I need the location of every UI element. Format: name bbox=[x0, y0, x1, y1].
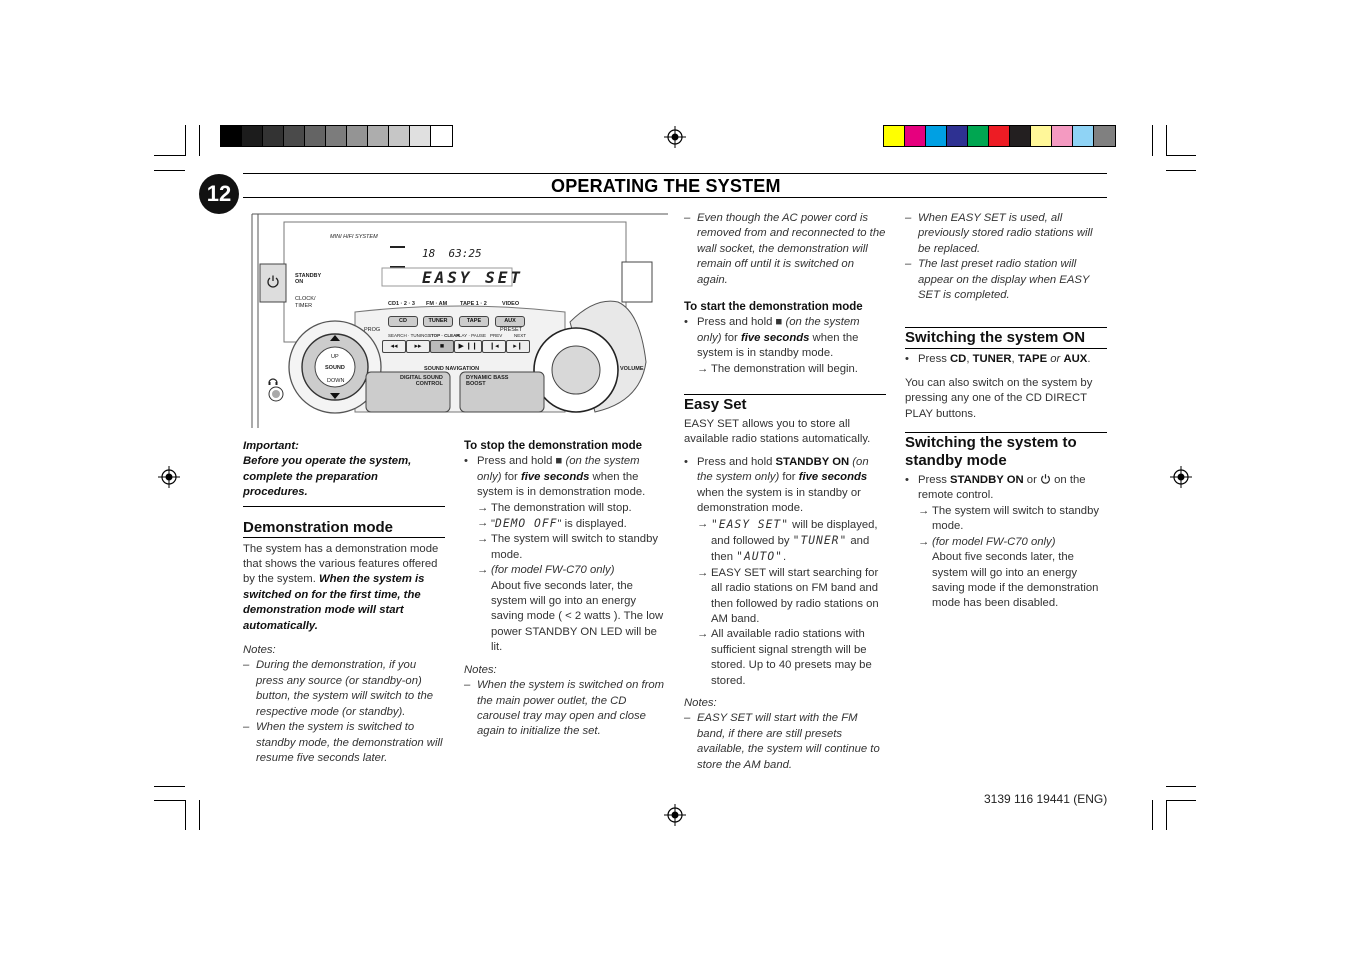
color-swatch bbox=[305, 126, 326, 146]
step-text: Press and hold bbox=[477, 455, 556, 468]
result-text: The demonstration will stop. bbox=[491, 501, 632, 514]
result-text: " is displayed. bbox=[557, 518, 627, 531]
crop-mark bbox=[1166, 786, 1196, 787]
source-label-cd: CD1 · 2 · 3 bbox=[388, 301, 415, 307]
color-swatch bbox=[242, 126, 263, 146]
play-pause-button[interactable]: ▶ ❙❙ bbox=[454, 340, 482, 353]
color-swatch bbox=[968, 126, 989, 146]
step-text: TUNER bbox=[972, 353, 1012, 366]
header-rule bbox=[243, 197, 1107, 198]
page-title: OPERATING THE SYSTEM bbox=[551, 176, 781, 196]
important-title: Important: bbox=[243, 440, 299, 452]
source-label-tape: TAPE 1 · 2 bbox=[460, 301, 487, 307]
column-4 bbox=[905, 211, 1107, 612]
lcd-text: "TUNER" bbox=[792, 533, 848, 547]
start-demo-title: To start the demonstration mode bbox=[684, 301, 863, 314]
registration-mark-icon bbox=[664, 126, 686, 148]
result-text: The system will switch to standby mode. bbox=[932, 504, 1099, 533]
clock-timer-label: CLOCK/ TIMER bbox=[295, 296, 316, 309]
arrow-icon: → bbox=[697, 566, 709, 579]
result-item bbox=[905, 535, 1107, 612]
switch-on-title: Switching the system ON bbox=[905, 329, 1086, 347]
note-text: When the system is switched to standby mode, the demonstration will resume five seconds later. bbox=[256, 721, 443, 764]
tape-button[interactable]: TAPE bbox=[459, 316, 489, 327]
crop-mark bbox=[154, 800, 185, 801]
lcd-text: "EASY SET" bbox=[711, 517, 790, 531]
note-text: When EASY SET is used, all previously stored radio stations will be replaced. bbox=[918, 212, 1093, 255]
aux-button[interactable]: AUX bbox=[495, 316, 525, 327]
crop-mark bbox=[1166, 800, 1196, 801]
result-text: The system will switch to standby mode. bbox=[491, 533, 658, 561]
transport-label-search: SEARCH · TUNING bbox=[388, 333, 428, 338]
step-text: , bbox=[966, 353, 973, 366]
stop-demo-title: To stop the demonstration mode bbox=[464, 440, 643, 452]
result-item bbox=[684, 362, 886, 377]
standby-step bbox=[905, 473, 1107, 504]
result-text: will be displayed, and followed by bbox=[711, 518, 878, 547]
crop-mark bbox=[1152, 800, 1153, 830]
column-3 bbox=[684, 211, 886, 773]
color-swatch bbox=[410, 126, 431, 146]
result-text: About five seconds later, the system will go into an energy saving mode if the demonstration mode has been disabled. bbox=[932, 551, 1099, 610]
important-body: Before you operate the system, complete the preparation procedures. bbox=[243, 455, 412, 499]
color-swatches bbox=[883, 125, 1116, 147]
note-text: Even though the AC power cord is removed from and reconnected to the wall socket, the demonstration will remain off until it is switched on again. bbox=[697, 212, 886, 286]
switch-on-text: You can also switch on the system by pressing any one of the CD DIRECT PLAY buttons. bbox=[905, 376, 1093, 420]
step-text: (on the system only) bbox=[697, 316, 860, 344]
note-item: – The last preset radio station will appear on the display when EASY SET is completed. bbox=[905, 258, 1090, 302]
display-sub: EASY SET bbox=[422, 268, 524, 287]
easy-set-title: Easy Set bbox=[684, 396, 747, 414]
document-code: 3139 116 19441 (ENG) bbox=[984, 792, 1108, 806]
step-text: Press and hold bbox=[697, 455, 776, 468]
grayscale-swatches bbox=[220, 125, 453, 147]
lcd-text: DEMO OFF bbox=[495, 517, 558, 531]
header-rule bbox=[243, 173, 1107, 174]
result-item bbox=[464, 516, 666, 532]
section-rule bbox=[905, 432, 1107, 433]
color-swatch bbox=[905, 126, 926, 146]
transport-label-stop: STOP · CLEAR bbox=[428, 333, 460, 338]
result-item bbox=[905, 504, 1107, 535]
color-swatch bbox=[989, 126, 1010, 146]
step-text: on the remote control. bbox=[918, 474, 1086, 502]
step-text: STANDBY ON bbox=[775, 455, 850, 468]
step-text: five seconds bbox=[740, 331, 810, 344]
step-text: (on the system only) bbox=[477, 455, 640, 483]
registration-mark-icon bbox=[158, 466, 180, 488]
step-text: , bbox=[1011, 353, 1018, 366]
source-label-fm: FM · AM bbox=[426, 301, 448, 307]
registration-mark-icon bbox=[1170, 466, 1192, 488]
source-label-video: VIDEO bbox=[502, 301, 520, 307]
crop-mark bbox=[1166, 155, 1196, 156]
sound-down-label: DOWN bbox=[327, 378, 345, 384]
note-text: The last preset radio station will appear on the display when EASY SET is completed. bbox=[918, 258, 1090, 302]
stop-button[interactable]: ■ bbox=[430, 340, 454, 353]
transport-label-play: PLAY · PAUSE bbox=[456, 333, 487, 338]
result-item bbox=[464, 501, 666, 516]
result-item bbox=[684, 517, 886, 566]
note-item: – EASY SET will start with the FM band, if there are still presets available, the system will continue to store the AM band. bbox=[684, 712, 880, 771]
notes-label: Notes: bbox=[684, 696, 717, 709]
note-item: – When EASY SET is used, all previously stored radio stations will be replaced. bbox=[905, 212, 1093, 255]
demo-intro bbox=[243, 542, 445, 634]
result-text: EASY SET will start searching for all radio stations on FM band and then followed by radio stations on AM band. bbox=[711, 566, 879, 625]
arrow-icon: → bbox=[477, 517, 489, 530]
switch-on-step bbox=[905, 352, 1107, 367]
step-text: Press and hold bbox=[697, 316, 776, 329]
stop-demo-step bbox=[464, 454, 666, 500]
color-swatch bbox=[1010, 126, 1031, 146]
step-text: STANDBY ON bbox=[950, 474, 1024, 487]
color-swatch bbox=[884, 126, 905, 146]
arrow-icon: → bbox=[697, 517, 709, 530]
dsc-button[interactable]: DIGITAL SOUND CONTROL bbox=[400, 375, 443, 387]
step-text: when the system is in standby or demonstration mode. bbox=[697, 486, 861, 515]
demo-title: Demonstration mode bbox=[243, 518, 394, 536]
result-text: (for model FW-C70 only) bbox=[932, 535, 1056, 548]
result-item bbox=[464, 532, 666, 563]
tuner-button[interactable]: TUNER bbox=[423, 316, 453, 327]
result-text: The demonstration will begin. bbox=[711, 362, 858, 375]
device-illustration bbox=[250, 212, 670, 428]
crop-mark bbox=[185, 125, 186, 156]
notes-label: Notes: bbox=[464, 663, 497, 676]
crop-mark bbox=[199, 125, 200, 156]
crop-mark bbox=[1166, 800, 1167, 830]
page-number: 12 bbox=[199, 174, 239, 214]
demo-intro-bold: When the system is switched on for the first time, the demonstration mode will start automatically. bbox=[243, 573, 425, 632]
note-item: – During the demonstration, if you press any source (or standby-on) button, the system will switch to the respective mode (or standby). bbox=[243, 659, 434, 718]
dbb-button[interactable]: DYNAMIC BASS BOOST bbox=[466, 375, 509, 387]
note-text: During the demonstration, if you press any source (or standby-on) button, the system will switch to the respective mode (or standby). bbox=[256, 659, 434, 718]
step-text: (on the system only) bbox=[697, 455, 869, 484]
power-icon bbox=[266, 274, 280, 288]
color-swatch bbox=[368, 126, 389, 146]
arrow-icon: → bbox=[477, 564, 489, 577]
color-swatch bbox=[1073, 126, 1094, 146]
easy-set-step bbox=[684, 455, 886, 517]
volume-label: VOLUME bbox=[620, 366, 644, 372]
step-text: AUX bbox=[1063, 353, 1088, 366]
color-swatch bbox=[926, 126, 947, 146]
step-text: for bbox=[501, 470, 521, 483]
crop-mark bbox=[154, 786, 185, 787]
note-item: – When the system is switched on from the main power outlet, the CD carousel tray may open and close again to initialize the set. bbox=[464, 679, 665, 738]
column-2 bbox=[464, 439, 666, 740]
step-text: when the system is in demonstration mode. bbox=[477, 470, 646, 499]
note-item: – When the system is switched to standby mode, the demonstration will resume five seconds later. bbox=[243, 721, 443, 764]
cd-button[interactable]: CD bbox=[388, 316, 418, 327]
column-1 bbox=[243, 439, 445, 766]
step-text: Press bbox=[918, 353, 951, 366]
section-rule bbox=[905, 348, 1107, 349]
arrow-icon: → bbox=[918, 535, 930, 548]
result-text: . bbox=[782, 551, 787, 564]
crop-mark bbox=[199, 800, 200, 830]
arrow-icon: → bbox=[697, 362, 709, 375]
crop-mark bbox=[1166, 170, 1196, 171]
step-text: five seconds bbox=[798, 471, 868, 484]
crop-mark bbox=[154, 170, 185, 171]
color-swatch bbox=[347, 126, 368, 146]
section-rule bbox=[243, 506, 445, 507]
search-forward-button[interactable]: ▸▸ bbox=[406, 340, 430, 353]
arrow-icon: → bbox=[697, 628, 709, 641]
step-text: Press bbox=[918, 474, 951, 487]
note-item: – Even though the AC power cord is removed from and reconnected to the wall socket, the demonstration will remain off until it is switched on again. bbox=[684, 212, 886, 286]
step-text: CD bbox=[950, 353, 967, 366]
step-text: . bbox=[1087, 353, 1091, 366]
easy-set-intro: EASY SET allows you to store all available radio stations automatically. bbox=[684, 418, 871, 446]
standby-label: STANDBY ON bbox=[295, 273, 322, 285]
color-swatch bbox=[431, 126, 452, 146]
section-rule bbox=[905, 327, 1107, 328]
color-swatch bbox=[1052, 126, 1073, 146]
step-text: or bbox=[1023, 474, 1040, 487]
step-text: for bbox=[779, 471, 799, 484]
section-rule bbox=[243, 537, 445, 538]
step-text: TAPE bbox=[1017, 353, 1048, 366]
step-text: five seconds bbox=[520, 470, 590, 483]
result-item bbox=[684, 627, 886, 689]
demo-intro-text: The system has a demonstration mode that shows the various features offered by the system. bbox=[243, 542, 439, 586]
crop-mark bbox=[185, 800, 186, 830]
result-text: (for model FW-C70 only) bbox=[491, 564, 615, 577]
section-rule bbox=[684, 394, 886, 395]
crop-mark bbox=[1166, 125, 1167, 156]
start-demo-step bbox=[684, 315, 886, 361]
color-swatch bbox=[326, 126, 347, 146]
result-text: All available radio stations with sufficient signal strength will be stored. Up to 40 presets may be stored. bbox=[711, 628, 872, 687]
stop-square-icon: ■ bbox=[555, 455, 563, 468]
result-item bbox=[684, 566, 886, 628]
standby-title: Switching the system to standby mode bbox=[905, 434, 1077, 470]
prog-label: PROG bbox=[364, 327, 381, 333]
next-button[interactable]: ▸❙ bbox=[506, 340, 530, 353]
notes-label: Notes: bbox=[243, 644, 276, 657]
arrow-icon: → bbox=[918, 504, 930, 517]
registration-mark-icon bbox=[664, 804, 686, 826]
search-back-button[interactable]: ◂◂ bbox=[382, 340, 406, 353]
color-swatch bbox=[221, 126, 242, 146]
color-swatch bbox=[1094, 126, 1115, 146]
result-text: " bbox=[491, 518, 496, 531]
lcd-text: "AUTO" bbox=[736, 550, 783, 564]
transport-label-next: NEXT bbox=[514, 333, 527, 338]
color-swatch bbox=[1031, 126, 1052, 146]
step-text: when the system is in standby mode. bbox=[697, 331, 859, 360]
display-main: 18 63:25 bbox=[422, 247, 482, 260]
note-text: EASY SET will start with the FM band, if there are still presets available, the system will continue to store the AM band. bbox=[697, 712, 880, 771]
arrow-icon: → bbox=[477, 533, 489, 546]
crop-mark bbox=[154, 155, 185, 156]
result-text: and then bbox=[711, 534, 870, 564]
color-swatch bbox=[389, 126, 410, 146]
result-text: About five seconds later, the system will go into an energy saving mode ( < 2 watts ). The low power STANDBY ON LED will be lit. bbox=[491, 579, 664, 654]
step-text: for bbox=[721, 331, 741, 344]
power-icon bbox=[1040, 473, 1051, 484]
color-swatch bbox=[284, 126, 305, 146]
color-swatch bbox=[947, 126, 968, 146]
step-text: or bbox=[1047, 353, 1064, 366]
headphones-icon bbox=[268, 376, 278, 386]
transport-label-prev: PREV bbox=[490, 333, 503, 338]
sound-up-label: UP bbox=[331, 354, 339, 360]
crop-mark bbox=[1152, 125, 1153, 156]
arrow-icon: → bbox=[477, 501, 489, 514]
note-text: When the system is switched on from the main power outlet, the CD carousel tray may open and close again to initialize the set. bbox=[477, 679, 665, 738]
preset-label: PRESET bbox=[500, 327, 523, 333]
sound-label: SOUND bbox=[325, 365, 345, 371]
brand-label: MINI HIFI SYSTEM bbox=[330, 234, 378, 240]
prev-button[interactable]: ❙◂ bbox=[482, 340, 506, 353]
color-swatch bbox=[263, 126, 284, 146]
stop-square-icon: ■ bbox=[775, 316, 783, 329]
sound-navigation-label: SOUND NAVIGATION bbox=[424, 366, 480, 372]
result-item bbox=[464, 563, 666, 655]
